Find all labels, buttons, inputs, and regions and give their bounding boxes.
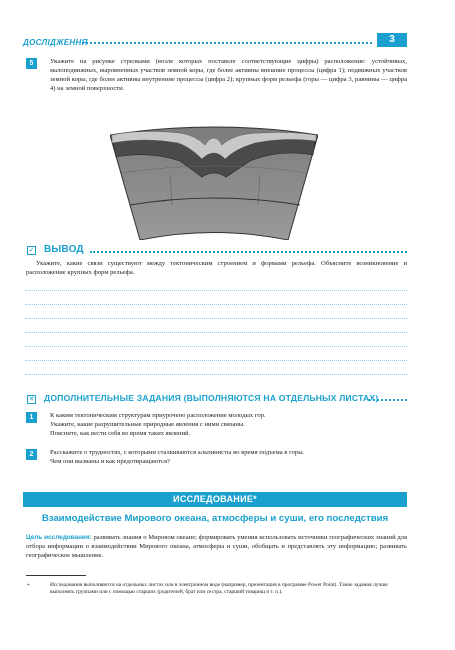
- research-subtitle: Взаимодействие Мирового океана, атмосферы и суши, его последствия: [41, 513, 389, 524]
- task-5-number: 5: [26, 58, 37, 69]
- answer-line[interactable]: [25, 360, 407, 361]
- additional-task-1-line3: Поясните, как вести себя во время таких явлений.: [50, 430, 191, 437]
- answer-line[interactable]: [25, 374, 407, 375]
- earth-crust-diagram: [110, 125, 318, 240]
- research-goal-label: Цель исследования:: [26, 534, 92, 541]
- footnote-divider: [26, 575, 86, 576]
- footnote-text: Исследования выполняются на отдельных листах или в электронном виде (например, презентация в программе Power Point). Такие задания лучше выполнять группами или с помощью старших (родителей, брат или сестра, старший товарищ и т. п.).: [50, 582, 388, 596]
- additional-task-2-line1: Расскажите о трудностях, с которыми сталкиваются альпинисты во время подъема в горы.: [50, 449, 305, 456]
- page-number: 3: [377, 33, 407, 47]
- answer-line[interactable]: [25, 304, 407, 305]
- additional-task-1-line1: К каким тектоническим структурам приурочено расположение молодых гор.: [50, 412, 266, 419]
- additional-task-1-number: 1: [26, 412, 37, 423]
- research-banner: ИССЛЕДОВАНИЕ*: [23, 492, 407, 507]
- conclusion-divider: [90, 251, 407, 253]
- additional-task-1-line2: Укажите, какие разрушительные природные явления с ними связаны.: [50, 421, 245, 428]
- header-title: ДОСЛІДЖЕННЯ: [23, 38, 88, 47]
- additional-task-2: [50, 448, 407, 466]
- answer-line[interactable]: [25, 318, 407, 319]
- answer-line[interactable]: [25, 332, 407, 333]
- additional-task-2-number: 2: [26, 449, 37, 460]
- conclusion-text: Укажите, какие связи существуют между тектоническим строением и формами рельефа. Объясните возникновение и расположение крупных форм рельефа.: [26, 260, 407, 276]
- answer-line[interactable]: [25, 346, 407, 347]
- additional-tasks-title: ДОПОЛНИТЕЛЬНЫЕ ЗАДАНИЯ (ВЫПОЛНЯЮТСЯ НА ОТДЕЛЬНЫХ ЛИСТАХ): [44, 393, 379, 403]
- task-5-text: Укажите на рисунке стрелками (возле которых поставьте соответствующие цифры) расположение: устойчивых, малоподвижных, выровненных участков земной коры, где более активны внешние процессы (цифра 1); подвижных участков земной коры, где более активны внутренние процессы (цифра 2); крупных форм рельефа (горы — цифра 3, равнины — цифра 4) на земной поверхности.: [50, 58, 407, 92]
- header-divider: [82, 42, 372, 44]
- additional-task-1: [50, 411, 407, 438]
- checkbox-icon: ✓: [28, 246, 35, 254]
- additional-divider: [368, 399, 407, 401]
- conclusion-title: ВЫВОД: [44, 244, 84, 255]
- additional-task-2-line2: Чем они вызваны и как предотвращаются?: [50, 458, 170, 465]
- research-goal-text: развивать знания о Мировом океане; формировать умения использовать источники географических знаний для отбора информации о взаимодействии Мирового океана, атмосферы и суши, обобщать и представлять эту информацию; развивать географическое мышление.: [26, 534, 408, 559]
- research-goal: [26, 533, 407, 560]
- footnote-marker: *: [27, 583, 30, 589]
- crossed-box-icon: ✕: [28, 395, 35, 403]
- answer-line[interactable]: [25, 290, 407, 291]
